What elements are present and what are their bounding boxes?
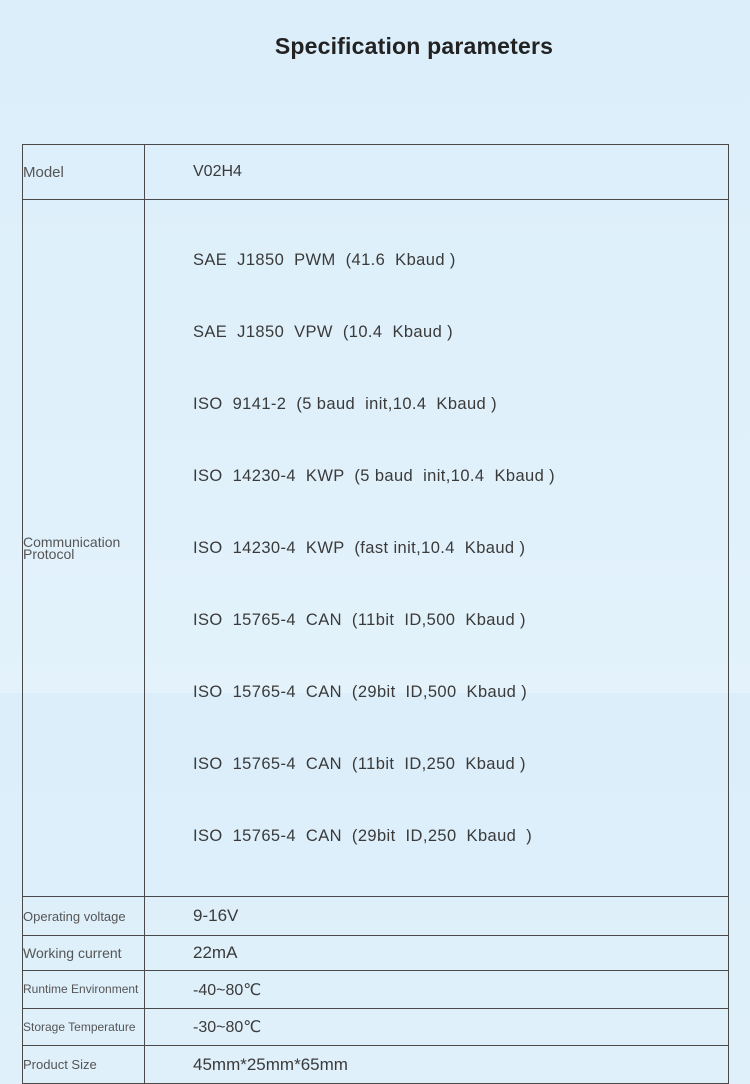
table-row-voltage: [23, 897, 729, 936]
table-row-size: [23, 1046, 729, 1084]
protocol-item: ISO 15765-4 CAN (11bit ID,500 Kbaud ): [193, 611, 526, 629]
value-model: V02H4: [145, 145, 729, 200]
table-row-storage: [23, 1009, 729, 1046]
table-row-current: [23, 936, 729, 971]
label-runtime: Runtime Environment: [23, 971, 145, 1009]
spec-table: [22, 144, 729, 1084]
page-title: Specification parameters: [274, 33, 554, 59]
value-size: 45mm*25mm*65mm: [145, 1046, 729, 1084]
protocol-item: ISO 15765-4 CAN (29bit ID,500 Kbaud ): [193, 683, 528, 701]
protocol-item: SAE J1850 PWM (41.6 Kbaud ): [193, 251, 456, 269]
protocol-item: ISO 15765-4 CAN (11bit ID,250 Kbaud ): [193, 755, 526, 773]
value-storage: -30~80℃: [145, 1009, 729, 1046]
label-voltage: Operating voltage: [23, 897, 145, 936]
table-row-model: [23, 145, 729, 200]
table-row-runtime: [23, 971, 729, 1009]
protocol-item: ISO 9141-2 (5 baud init,10.4 Kbaud ): [193, 395, 498, 413]
value-voltage: 9-16V: [145, 897, 729, 936]
table-row-protocol: [23, 200, 729, 897]
label-storage: Storage Temperature: [23, 1009, 145, 1046]
protocol-item: ISO 14230-4 KWP (fast init,10.4 Kbaud ): [193, 539, 526, 557]
value-runtime: -40~80℃: [145, 971, 729, 1009]
label-size: Product Size: [23, 1046, 145, 1084]
label-protocol: Communication Protocol: [23, 200, 145, 897]
label-model: Model: [23, 145, 145, 200]
value-protocol: [145, 200, 729, 897]
protocol-item: ISO 14230-4 KWP (5 baud init,10.4 Kbaud ): [193, 467, 556, 485]
protocol-item: ISO 15765-4 CAN (29bit ID,250 Kbaud ): [193, 827, 533, 845]
protocol-item: SAE J1850 VPW (10.4 Kbaud ): [193, 323, 454, 341]
label-current: Working current: [23, 936, 145, 971]
value-current: 22mA: [145, 936, 729, 971]
protocol-list: [193, 200, 728, 896]
